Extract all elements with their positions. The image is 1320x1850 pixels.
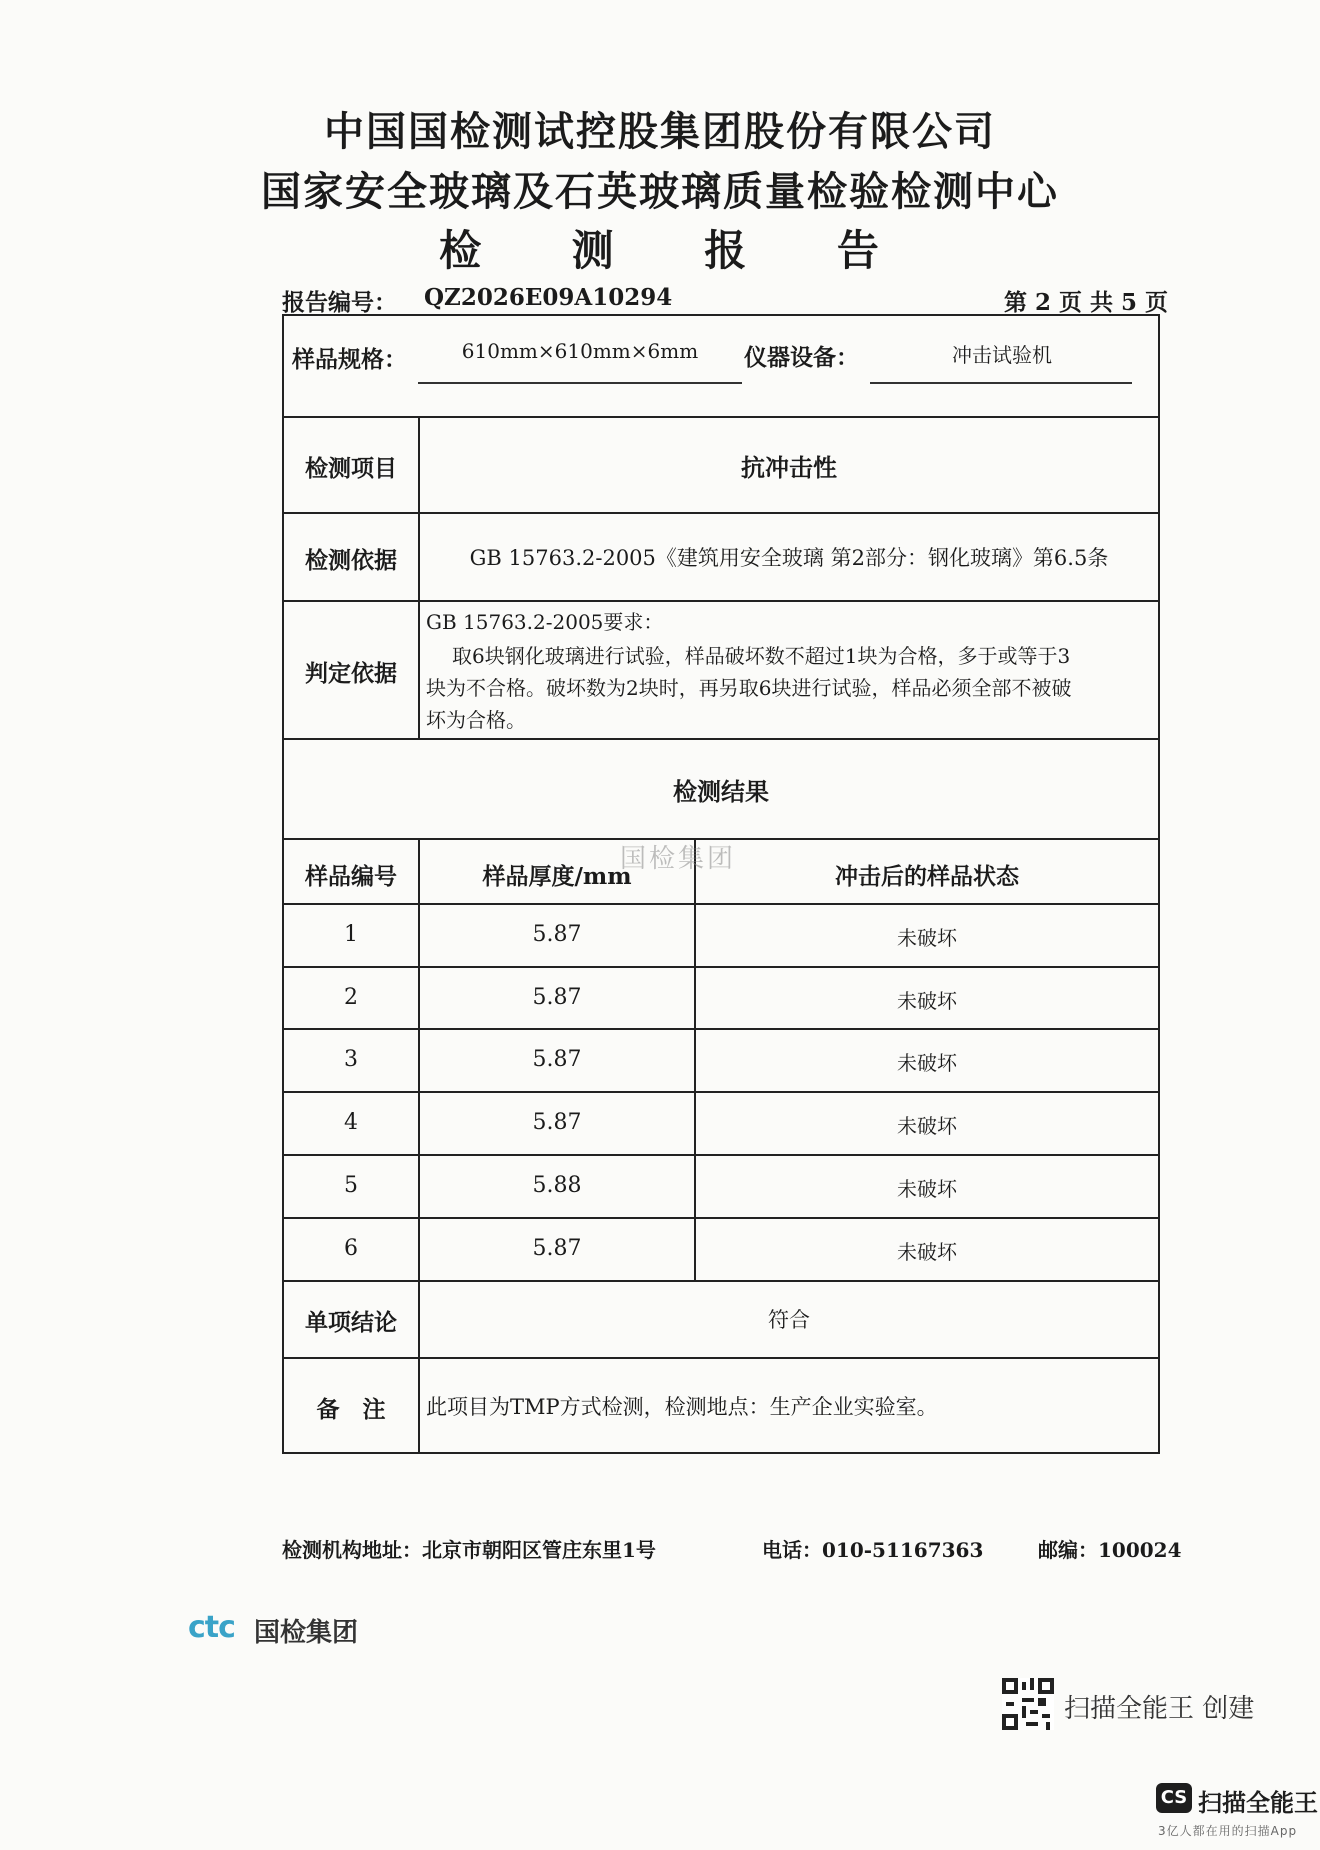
report-title: 检 测 报 告: [439, 226, 917, 275]
criteria-line-1: GB 15763.2-2005要求：: [426, 610, 664, 634]
row-4-state: 未破坏: [897, 1114, 957, 1138]
report-number: QZ2026E09A10294: [424, 284, 673, 311]
row-divider: [282, 1217, 1160, 1219]
test-basis-value: GB 15763.2-2005《建筑用安全玻璃 第2部分：钢化玻璃》第6.5条: [469, 546, 1109, 570]
sample-spec-value: 610mm×610mm×6mm: [461, 339, 699, 363]
row-5-no: 5: [344, 1173, 358, 1198]
row-divider: [282, 1154, 1160, 1156]
row-divider: [282, 416, 1160, 418]
instrument-underline: [870, 382, 1132, 384]
row-divider: [282, 966, 1160, 968]
column-header-state: 冲击后的样品状态: [835, 863, 1019, 890]
test-item-label: 检测项目: [305, 455, 397, 482]
column-header-sample-no: 样品编号: [305, 863, 397, 890]
row-divider: [282, 1357, 1160, 1359]
row-1-state: 未破坏: [897, 926, 957, 950]
row-6-no: 6: [344, 1236, 358, 1261]
camscanner-logo-icon: CS: [1156, 1783, 1192, 1813]
center-title: 国家安全玻璃及石英玻璃质量检验检测中心: [261, 168, 1059, 215]
footer-postcode: 邮编：100024: [1038, 1538, 1182, 1562]
conclusion-label: 单项结论: [305, 1309, 397, 1336]
camscanner-name: 扫描全能王: [1198, 1789, 1318, 1817]
row-2-thickness: 5.87: [532, 985, 582, 1010]
row-3-no: 3: [344, 1047, 358, 1072]
column-header-thickness: 样品厚度/mm: [482, 863, 632, 890]
remarks-label: 备 注: [316, 1396, 386, 1423]
qr-code-icon: [1002, 1678, 1054, 1730]
sample-spec-label: 样品规格：: [292, 346, 407, 373]
ctc-logo: ctc: [188, 1610, 235, 1645]
row-divider: [282, 903, 1160, 905]
row-3-state: 未破坏: [897, 1051, 957, 1075]
instrument-value: 冲击试验机: [952, 343, 1052, 367]
test-item-value: 抗冲击性: [741, 453, 837, 482]
row-2-no: 2: [344, 985, 358, 1010]
report-number-label: 报告编号：: [282, 289, 397, 316]
row-1-no: 1: [344, 922, 358, 947]
criteria-line-3: 块为不合格。破坏数为2块时，再另取6块进行试验，样品必须全部不被破: [426, 676, 1072, 700]
row-6-state: 未破坏: [897, 1240, 957, 1264]
row-divider: [282, 1091, 1160, 1093]
row-divider: [282, 1028, 1160, 1030]
criteria-line-4: 坏为合格。: [426, 708, 526, 732]
scan-app-credit: 扫描全能王 创建: [1064, 1694, 1255, 1724]
sample-spec-underline: [418, 382, 742, 384]
conclusion-value: 符合: [768, 1308, 810, 1332]
criteria-label: 判定依据: [305, 660, 397, 687]
results-title: 检测结果: [673, 777, 769, 806]
watermark-stamp: 国检集团: [620, 844, 737, 874]
row-1-thickness: 5.87: [532, 922, 582, 947]
row-4-thickness: 5.87: [532, 1110, 582, 1135]
row-4-no: 4: [344, 1110, 358, 1135]
instrument-label: 仪器设备：: [744, 344, 859, 371]
criteria-line-2: 取6块钢化玻璃进行试验，样品破坏数不超过1块为合格，多于或等于3: [452, 644, 1071, 668]
test-basis-label: 检测依据: [305, 547, 397, 574]
remarks-value: 此项目为TMP方式检测，检测地点：生产企业实验室。: [426, 1395, 938, 1419]
row-divider: [282, 1280, 1160, 1282]
camscanner-tagline: 3亿人都在用的扫描App: [1158, 1824, 1298, 1838]
row-6-thickness: 5.87: [532, 1236, 582, 1261]
row-divider: [282, 738, 1160, 740]
page-indicator: 第 2 页 共 5 页: [1004, 289, 1169, 316]
organization-title: 中国国检测试控股集团股份有限公司: [324, 108, 996, 155]
row-divider: [282, 512, 1160, 514]
footer-address: 检测机构地址：北京市朝阳区管庄东里1号: [282, 1538, 656, 1562]
ctc-group-name: 国检集团: [254, 1618, 359, 1648]
row-5-thickness: 5.88: [532, 1173, 582, 1198]
row-5-state: 未破坏: [897, 1177, 957, 1201]
footer-phone: 电话：010-51167363: [762, 1538, 984, 1562]
row-divider: [282, 600, 1160, 602]
row-3-thickness: 5.87: [532, 1047, 582, 1072]
row-2-state: 未破坏: [897, 989, 957, 1013]
